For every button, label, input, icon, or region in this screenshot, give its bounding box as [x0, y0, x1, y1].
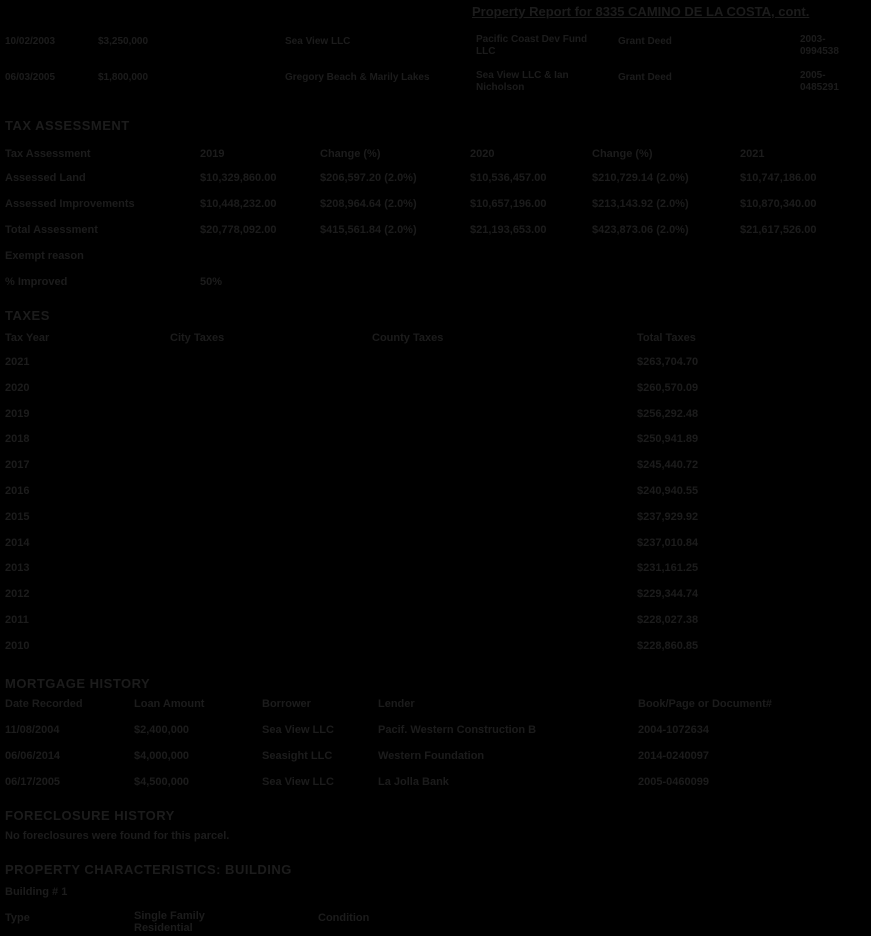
taxes-total: $263,704.70 — [637, 356, 699, 368]
mortgage-date: 06/17/2005 — [5, 776, 61, 788]
mortgage-col-header: Loan Amount — [134, 698, 205, 710]
taxes-total: $256,292.48 — [637, 408, 699, 420]
tax-assessment-cell: $10,329,860.00 — [200, 172, 277, 184]
record-buyer: Sea View LLC — [285, 36, 351, 47]
record-doc: 2005-0485291 — [800, 70, 839, 93]
mortgage-borrower: Sea View LLC — [262, 776, 334, 788]
taxes-heading: TAXES — [5, 308, 50, 323]
type-label: Type — [5, 912, 30, 924]
tax-assessment-cell: $415,561.84 (2.0%) — [320, 224, 417, 236]
tax-assessment-cell: $208,964.64 (2.0%) — [320, 198, 417, 210]
tax-assessment-col-header: 2020 — [470, 148, 495, 160]
tax-assessment-row-label: Assessed Improvements — [5, 198, 135, 210]
tax-assessment-cell: $21,617,526.00 — [740, 224, 817, 236]
mortgage-lender: La Jolla Bank — [378, 776, 449, 788]
mortgage-col-header: Lender — [378, 698, 415, 710]
record-type: Grant Deed — [618, 36, 672, 47]
taxes-year: 2013 — [5, 562, 30, 574]
mortgage-amount: $4,000,000 — [134, 750, 190, 762]
taxes-total: $237,929.92 — [637, 511, 699, 523]
taxes-total: $245,440.72 — [637, 459, 699, 471]
taxes-total: $237,010.84 — [637, 537, 699, 549]
record-seller: Pacific Coast Dev Fund LLC — [476, 34, 588, 57]
record-amount: $1,800,000 — [98, 72, 149, 83]
mortgage-col-header: Date Recorded — [5, 698, 83, 710]
taxes-total: $260,570.09 — [637, 382, 699, 394]
record-amount: $3,250,000 — [98, 36, 149, 47]
taxes-year: 2015 — [5, 511, 30, 523]
improved-value: 50% — [200, 276, 223, 288]
building-label: Building # 1 — [5, 886, 68, 898]
taxes-year: 2018 — [5, 433, 30, 445]
tax-assessment-cell: $206,597.20 (2.0%) — [320, 172, 417, 184]
tax-assessment-row-label: Assessed Land — [5, 172, 86, 184]
condition-label: Condition — [318, 912, 370, 924]
taxes-col-header: County Taxes — [372, 332, 444, 344]
tax-assessment-col-header: 2019 — [200, 148, 225, 160]
record-date: 06/03/2005 — [5, 72, 56, 83]
tax-assessment-cell: $10,448,232.00 — [200, 198, 277, 210]
type-value: Single Family Residential — [134, 910, 205, 934]
mortgage-date: 11/08/2004 — [5, 724, 60, 736]
tax-assessment-col-header: Change (%) — [320, 148, 381, 160]
taxes-year: 2012 — [5, 588, 30, 600]
taxes-col-header: City Taxes — [170, 332, 225, 344]
mortgage-lender: Pacif. Western Construction B — [378, 724, 537, 736]
mortgage-doc: 2014-0240097 — [638, 750, 709, 762]
mortgage-doc: 2004-1072634 — [638, 724, 709, 736]
tax-assessment-cell: $10,747,186.00 — [740, 172, 817, 184]
record-seller: Sea View LLC & Ian Nicholson — [476, 70, 569, 93]
taxes-total: $228,860.85 — [637, 640, 699, 652]
mortgage-borrower: Sea View LLC — [262, 724, 334, 736]
mortgage-date: 06/06/2014 — [5, 750, 61, 762]
mortgage-heading: MORTGAGE HISTORY — [5, 676, 151, 691]
foreclosure-heading: FORECLOSURE HISTORY — [5, 808, 175, 823]
tax-assessment-cell: $423,873.06 (2.0%) — [592, 224, 689, 236]
record-buyer: Gregory Beach & Marily Lakes — [285, 72, 430, 83]
taxes-year: 2020 — [5, 382, 30, 394]
mortgage-col-header: Book/Page or Document# — [638, 698, 772, 710]
foreclosure-text: No foreclosures were found for this parcel. — [5, 830, 230, 842]
record-doc: 2003-0994538 — [800, 34, 839, 57]
mortgage-doc: 2005-0460099 — [638, 776, 709, 788]
mortgage-lender: Western Foundation — [378, 750, 485, 762]
taxes-year: 2019 — [5, 408, 30, 420]
taxes-year: 2011 — [5, 614, 29, 626]
mortgage-borrower: Seasight LLC — [262, 750, 333, 762]
taxes-year: 2014 — [5, 537, 30, 549]
tax-assessment-cell: $213,143.92 (2.0%) — [592, 198, 689, 210]
taxes-col-header: Tax Year — [5, 332, 50, 344]
tax-assessment-cell: $10,870,340.00 — [740, 198, 817, 210]
mortgage-amount: $2,400,000 — [134, 724, 190, 736]
taxes-col-header: Total Taxes — [637, 332, 696, 344]
tax-assessment-col-header: 2021 — [740, 148, 765, 160]
mortgage-amount: $4,500,000 — [134, 776, 190, 788]
page-title: Property Report for 8335 CAMINO DE LA COSTA, cont. — [472, 4, 810, 19]
property-heading: PROPERTY CHARACTERISTICS: BUILDING — [5, 862, 292, 877]
tax-assessment-cell: $21,193,653.00 — [470, 224, 547, 236]
exempt-reason-label: Exempt reason — [5, 250, 84, 262]
tax-assessment-heading: TAX ASSESSMENT — [5, 118, 130, 133]
taxes-total: $229,344.74 — [637, 588, 699, 600]
tax-assessment-col-header: Tax Assessment — [5, 148, 91, 160]
mortgage-col-header: Borrower — [262, 698, 311, 710]
taxes-total: $228,027.38 — [637, 614, 699, 626]
taxes-year: 2010 — [5, 640, 30, 652]
tax-assessment-row-label: Total Assessment — [5, 224, 98, 236]
taxes-total: $240,940.55 — [637, 485, 699, 497]
tax-assessment-cell: $10,657,196.00 — [470, 198, 547, 210]
record-date: 10/02/2003 — [5, 36, 56, 47]
taxes-total: $250,941.89 — [637, 433, 699, 445]
record-type: Grant Deed — [618, 72, 672, 83]
taxes-year: 2016 — [5, 485, 30, 497]
tax-assessment-col-header: Change (%) — [592, 148, 653, 160]
improved-label: % Improved — [5, 276, 68, 288]
tax-assessment-cell: $20,778,092.00 — [200, 224, 277, 236]
tax-assessment-cell: $210,729.14 (2.0%) — [592, 172, 689, 184]
taxes-year: 2017 — [5, 459, 30, 471]
taxes-total: $231,161.25 — [637, 562, 699, 574]
taxes-year: 2021 — [5, 356, 30, 368]
tax-assessment-cell: $10,536,457.00 — [470, 172, 547, 184]
